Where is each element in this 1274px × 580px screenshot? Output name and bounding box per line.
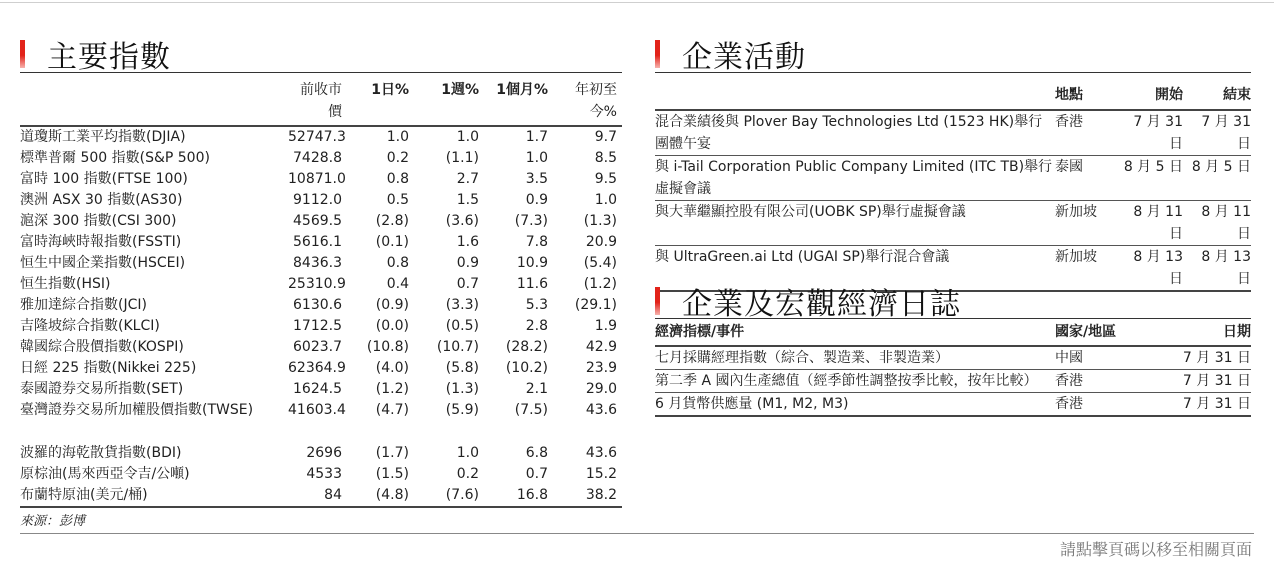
event-description: 與大華繼顯控股有限公司(UOBK SP)舉行虛擬會議: [655, 204, 966, 220]
index-name: 富時海峽時報指數(FSSTI): [20, 234, 182, 250]
header-event: [655, 73, 1055, 109]
source-note: 來源：彭博: [20, 514, 86, 529]
index-name: 恒生中國企業指數(HSCEI): [20, 255, 186, 271]
header-location: 地點: [1055, 87, 1083, 103]
macro-title: 企業及宏觀經濟日誌: [682, 287, 961, 322]
table-row: [20, 295, 622, 316]
change-1d: (0.9): [375, 297, 409, 313]
event-location: 新加坡: [1055, 249, 1097, 265]
table-row: [20, 232, 622, 253]
change-1m: 2.1: [525, 381, 548, 397]
event-end: 8 月 11 日: [1201, 204, 1251, 242]
macro-table: [655, 318, 1251, 417]
table-row: [655, 111, 1251, 156]
index-name: 泰國證券交易所指數(SET): [20, 381, 184, 397]
change-ytd: 42.9: [585, 339, 617, 355]
table-row: [20, 337, 622, 358]
change-1w: 1.0: [456, 129, 479, 145]
change-1w: (5.8): [445, 360, 479, 376]
index-name: 原棕油(馬來西亞令吉/公噸): [20, 466, 190, 482]
event-description: 與 i-Tail Corporation Public Company Limited (ITC TB)舉行虛擬會議: [655, 159, 1053, 197]
change-ytd: 23.9: [585, 360, 617, 376]
change-1m: 5.3: [525, 297, 548, 313]
indicator-country: 香港: [1055, 396, 1083, 412]
change-1m: 1.7: [525, 129, 548, 145]
table-row: [20, 169, 622, 190]
event-end: 7 月 31 日: [1201, 114, 1251, 152]
event-location: 新加坡: [1055, 204, 1097, 220]
change-1w: (5.9): [445, 402, 479, 418]
corporate-title: 企業活動: [682, 40, 806, 75]
change-1d: (2.8): [375, 213, 409, 229]
change-1d: (0.1): [375, 234, 409, 250]
table-row: [655, 370, 1251, 393]
change-1d: (4.0): [375, 360, 409, 376]
change-ytd: 43.6: [585, 445, 617, 461]
prev-close: 8436.3: [293, 255, 342, 271]
change-ytd: 29.0: [585, 381, 617, 397]
index-name: 滬深 300 指數(CSI 300): [20, 213, 177, 229]
table-row: [20, 274, 622, 295]
index-name: 標準普爾 500 指數(S&P 500): [20, 150, 210, 166]
change-ytd: 1.9: [594, 318, 617, 334]
header-1d: 1日%: [371, 82, 409, 98]
table-row: [20, 464, 622, 485]
index-name: 澳洲 ASX 30 指數(AS30): [20, 192, 183, 208]
section-marker: [655, 40, 660, 68]
prev-close: 2696: [306, 445, 342, 461]
table-row: [20, 253, 622, 274]
prev-close: 62364.9: [288, 360, 346, 376]
indicator-country: 香港: [1055, 373, 1083, 389]
header-1m: 1個月%: [496, 82, 548, 98]
macro-header-row: [655, 319, 1251, 345]
change-1w: 0.9: [456, 255, 479, 271]
indicator-name: 6 月貨幣供應量 (M1, M2, M3): [655, 396, 849, 412]
change-ytd: (1.3): [583, 213, 617, 229]
change-1d: (1.7): [375, 445, 409, 461]
change-1w: (10.7): [436, 339, 479, 355]
prev-close: 1712.5: [293, 318, 342, 334]
change-1w: (1.1): [445, 150, 479, 166]
index-name: 恒生指數(HSI): [20, 276, 111, 292]
prev-close: 4533: [306, 466, 342, 482]
index-name: 波羅的海乾散貨指數(BDI): [20, 445, 182, 461]
change-1w: (3.6): [445, 213, 479, 229]
change-1d: (0.0): [375, 318, 409, 334]
indices-section-title: [20, 32, 171, 76]
prev-close: 6023.7: [293, 339, 342, 355]
change-1m: 16.8: [516, 487, 548, 503]
table-row: [20, 211, 622, 232]
change-1d: (1.5): [375, 466, 409, 482]
change-1m: 0.7: [525, 466, 548, 482]
footer-divider: [20, 533, 1254, 534]
indicator-name: 第二季 A 國內生產總值（經季節性調整按季比較，按年比較）: [655, 373, 1038, 389]
header-ytd: 年初至今%: [575, 82, 617, 120]
prev-close: 1624.5: [293, 381, 342, 397]
change-1m: 10.9: [516, 255, 548, 271]
event-end: 8 月 13 日: [1201, 249, 1251, 287]
event-location: 香港: [1055, 114, 1083, 130]
header-end: 結束: [1223, 87, 1251, 103]
index-name: 雅加達綜合指數(JCI): [20, 297, 147, 313]
header-indicator: 經濟指標/事件: [655, 324, 745, 340]
prev-close: 25310.9: [288, 276, 346, 292]
table-row: [20, 358, 622, 379]
table-row: [20, 443, 622, 464]
prev-close: 9112.0: [293, 192, 342, 208]
indices-title: 主要指數: [47, 40, 171, 75]
index-name: 韓國綜合股價指數(KOSPI): [20, 339, 184, 355]
indices-header-row: [20, 73, 622, 125]
corporate-section-title: [655, 32, 806, 76]
table-row: [20, 485, 622, 506]
table-row: [20, 400, 622, 421]
event-description: 混合業績後與 Plover Bay Technologies Ltd (1523 HK)舉行團體午宴: [655, 114, 1043, 152]
change-1w: 1.0: [456, 445, 479, 461]
change-ytd: 38.2: [585, 487, 617, 503]
change-1w: 0.7: [456, 276, 479, 292]
header-date: 日期: [1223, 324, 1251, 340]
change-1d: (4.7): [375, 402, 409, 418]
table-row: [20, 190, 622, 211]
change-1w: 0.2: [456, 466, 479, 482]
change-1d: 0.8: [386, 255, 409, 271]
footer-note: 請點擊頁碼以移至相關頁面: [1059, 540, 1252, 559]
indices-rows: [20, 127, 622, 421]
index-name: 布蘭特原油(美元/桶): [20, 487, 148, 503]
index-name: 富時 100 指數(FTSE 100): [20, 171, 188, 187]
header-1w: 1週%: [441, 82, 479, 98]
change-1w: (0.5): [445, 318, 479, 334]
change-1d: 1.0: [386, 129, 409, 145]
table-row: [655, 156, 1251, 201]
macro-rows: [655, 347, 1251, 417]
header-name: [20, 73, 288, 125]
top-divider: [0, 2, 1274, 3]
change-1d: 0.2: [386, 150, 409, 166]
index-name: 臺灣證券交易所加權股價指數(TWSE): [20, 402, 254, 418]
table-row: [20, 148, 622, 169]
event-location: 泰國: [1055, 159, 1083, 175]
change-1m: 1.0: [525, 150, 548, 166]
event-start: 8 月 11 日: [1133, 204, 1183, 242]
prev-close: 5616.1: [293, 234, 342, 250]
indicator-date: 7 月 31 日: [1182, 350, 1251, 366]
change-1d: (4.8): [375, 487, 409, 503]
index-name: 吉隆坡綜合指數(KLCI): [20, 318, 160, 334]
header-prev-close: 前收市價: [300, 82, 342, 120]
index-name: 日經 225 指數(Nikkei 225): [20, 360, 197, 376]
change-1w: (3.3): [445, 297, 479, 313]
section-marker: [20, 40, 25, 68]
prev-close: 52747.3: [288, 129, 346, 145]
change-1m: (28.2): [505, 339, 548, 355]
event-start: 7 月 31 日: [1133, 114, 1183, 152]
change-ytd: (1.2): [583, 276, 617, 292]
change-1m: 3.5: [525, 171, 548, 187]
prev-close: 10871.0: [288, 171, 346, 187]
change-1w: (1.3): [445, 381, 479, 397]
change-1d: (1.2): [375, 381, 409, 397]
index-name: 道瓊斯工業平均指數(DJIA): [20, 129, 186, 145]
change-1w: 2.7: [456, 171, 479, 187]
table-row: [20, 379, 622, 400]
table-row: [20, 127, 622, 148]
commodity-rows: [20, 443, 622, 506]
change-1m: (7.5): [514, 402, 548, 418]
change-1m: (7.3): [514, 213, 548, 229]
change-1w: 1.5: [456, 192, 479, 208]
prev-close: 84: [324, 487, 342, 503]
indicator-date: 7 月 31 日: [1182, 396, 1251, 412]
change-1m: 11.6: [516, 276, 548, 292]
change-1d: (10.8): [366, 339, 409, 355]
change-1w: (7.6): [445, 487, 479, 503]
prev-close: 7428.8: [293, 150, 342, 166]
row-gap: [20, 421, 622, 443]
change-ytd: 8.5: [594, 150, 617, 166]
change-1m: 0.9: [525, 192, 548, 208]
change-1m: 7.8: [525, 234, 548, 250]
indices-table: [20, 72, 622, 529]
indicator-name: 七月採購經理指數（綜合、製造業、非製造業）: [655, 350, 949, 366]
event-end: 8 月 5 日: [1191, 159, 1251, 175]
prev-close: 6130.6: [293, 297, 342, 313]
change-1m: (10.2): [505, 360, 548, 376]
change-ytd: 9.7: [594, 129, 617, 145]
table-row: [655, 393, 1251, 417]
event-description: 與 UltraGreen.ai Ltd (UGAI SP)舉行混合會議: [655, 249, 950, 265]
corporate-table: [655, 72, 1251, 292]
macro-section-title: [655, 279, 961, 323]
prev-close: 4569.5: [293, 213, 342, 229]
table-row: [655, 201, 1251, 246]
change-ytd: 43.6: [585, 402, 617, 418]
table-row: [655, 347, 1251, 370]
change-ytd: (5.4): [583, 255, 617, 271]
change-1d: 0.5: [386, 192, 409, 208]
header-country: 國家/地區: [1055, 324, 1117, 340]
change-ytd: 20.9: [585, 234, 617, 250]
corporate-rows: [655, 111, 1251, 290]
header-start: 開始: [1155, 87, 1183, 103]
corporate-header-row: [655, 73, 1251, 109]
section-marker: [655, 287, 660, 315]
indicator-date: 7 月 31 日: [1182, 373, 1251, 389]
change-ytd: 1.0: [594, 192, 617, 208]
prev-close: 41603.4: [288, 402, 346, 418]
change-1d: 0.4: [386, 276, 409, 292]
table-row: [20, 316, 622, 337]
change-1w: 1.6: [456, 234, 479, 250]
event-start: 8 月 5 日: [1123, 159, 1183, 175]
change-ytd: 9.5: [594, 171, 617, 187]
change-1d: 0.8: [386, 171, 409, 187]
change-1m: 6.8: [525, 445, 548, 461]
change-1m: 2.8: [525, 318, 548, 334]
change-ytd: 15.2: [585, 466, 617, 482]
change-ytd: (29.1): [574, 297, 617, 313]
event-start: 8 月 13 日: [1133, 249, 1183, 287]
indicator-country: 中國: [1055, 350, 1083, 366]
